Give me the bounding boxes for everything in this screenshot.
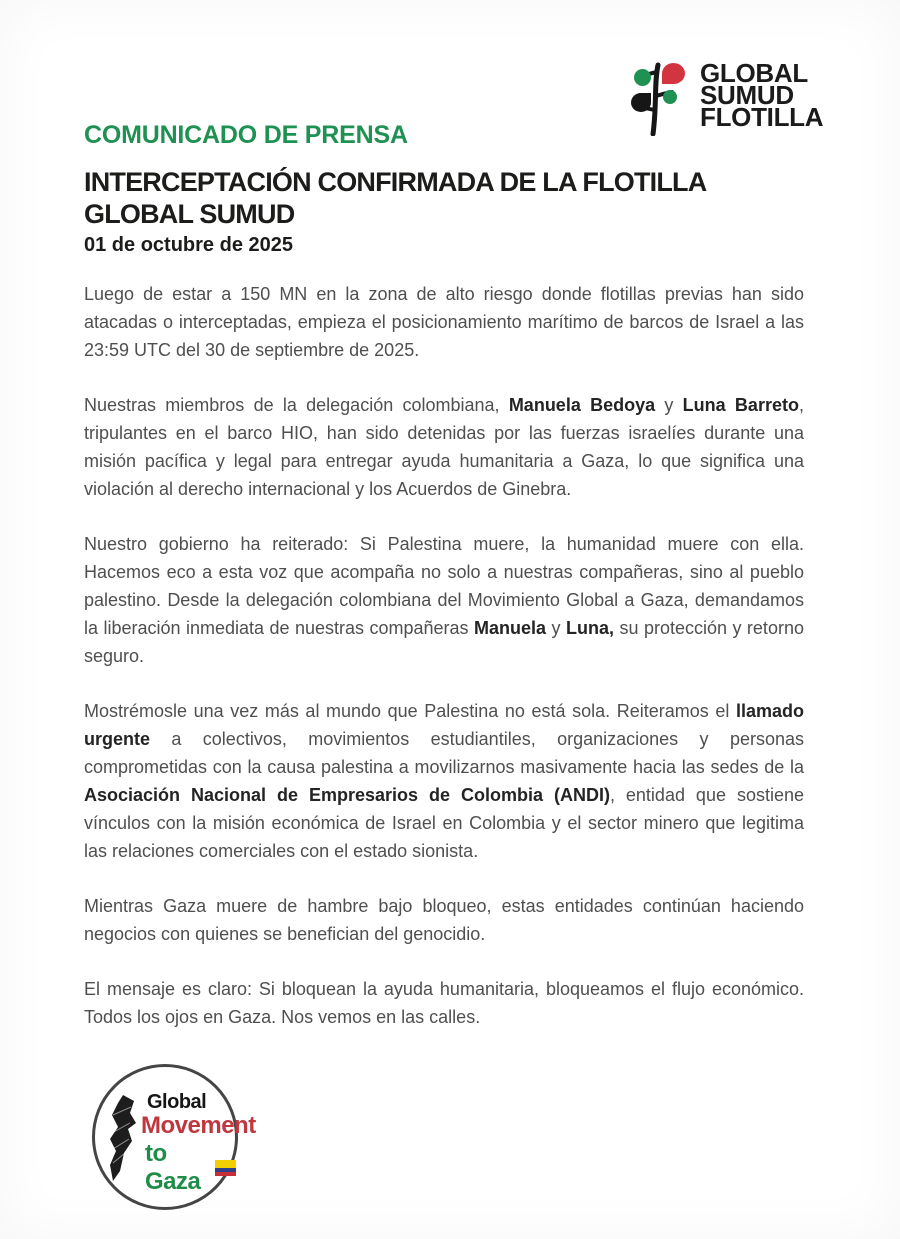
press-release-kicker: COMUNICADO DE PRENSA [84,121,408,149]
page-title [84,166,706,230]
logo-word-flotilla: FLOTILLA [700,102,824,132]
red-leaf-icon [662,63,685,84]
release-date: 01 de octubre de 2025 [84,234,293,256]
paragraph-2: Nuestras miembros de la delegación colombiana, Manuela Bedoya y Luna Barreto, tripulantes en el barco HIO, han sido detenidas por las fuerzas israelíes durante una misión pacífica y legal para entregar ayuda humanitaria a Gaza, lo que significa una violación al derecho internacional y los Acuerdos de Ginebra. [84,395,804,499]
green-dot-large-icon [634,69,651,86]
logo-wordmark [700,60,823,136]
footer-logo-word-to-gaza [145,1140,236,1196]
title-line-1: INTERCEPTACIÓN CONFIRMADA DE LA FLOTILLA [84,167,707,197]
footer-logo-word-movement: Movement [141,1112,256,1139]
green-dot-small-icon [663,90,677,104]
footer-logo-word-to-gaza-text: to Gaza [145,1140,201,1195]
colombia-flag-icon [215,1160,236,1176]
global-sumud-flotilla-logo [630,60,823,136]
palestine-map-icon [103,1093,139,1185]
plant-icon [630,60,692,136]
paragraph-6: El mensaje es claro: Si bloquean la ayuda humanitaria, bloqueamos el flujo económico. Todos los ojos en Gaza. Nos vemos en las calles. [84,979,804,1027]
paragraph-3: Nuestro gobierno ha reiterado: Si Palestina muere, la humanidad muere con ella. Hacemos eco a esta voz que acompaña no solo a nuestras compañeras, sino al pueblo palestino. Desde la delegación colombiana del Movimiento Global a Gaza, demandamos la liberación inmediata de nuestras compañeras Manuela y Luna, su protección y retorno seguro. [84,534,804,666]
global-movement-to-gaza-logo [92,1064,256,1210]
flag-yellow-stripe [215,1160,236,1168]
paragraph-4: Mostrémosle una vez más al mundo que Palestina no está sola. Reiteramos el llamado urgente a colectivos, movimientos estudiantiles, organizaciones y personas comprometidas con la causa palestina a movilizarnos masivamente hacia las sedes de la Asociación Nacional de Empresarios de Colombia (ANDI), entidad que sostiene vínculos con la misión económica de Israel en Colombia y el sector minero que legitima las relaciones comerciales con el estado sionista. [84,701,804,861]
footer-logo-word-global: Global [147,1091,207,1113]
title-line-2: GLOBAL SUMUD [84,199,295,229]
black-leaf-icon [631,93,651,112]
paragraph-5: Mientras Gaza muere de hambre bajo bloqueo, estas entidades continúan haciendo negocios con quienes se benefician del genocidio. [84,896,804,944]
paragraph-1: Luego de estar a 150 MN en la zona de alto riesgo donde flotillas previas han sido atacadas o interceptadas, empieza el posicionamiento marítimo de barcos de Israel a las 23:59 UTC del 30 de septiembre de 2025. [84,284,804,360]
logo-word-global: GLOBAL [700,58,808,88]
flag-red-stripe [215,1172,236,1176]
logo-word-sumud: SUMUD [700,80,794,110]
body-text [84,280,804,1058]
